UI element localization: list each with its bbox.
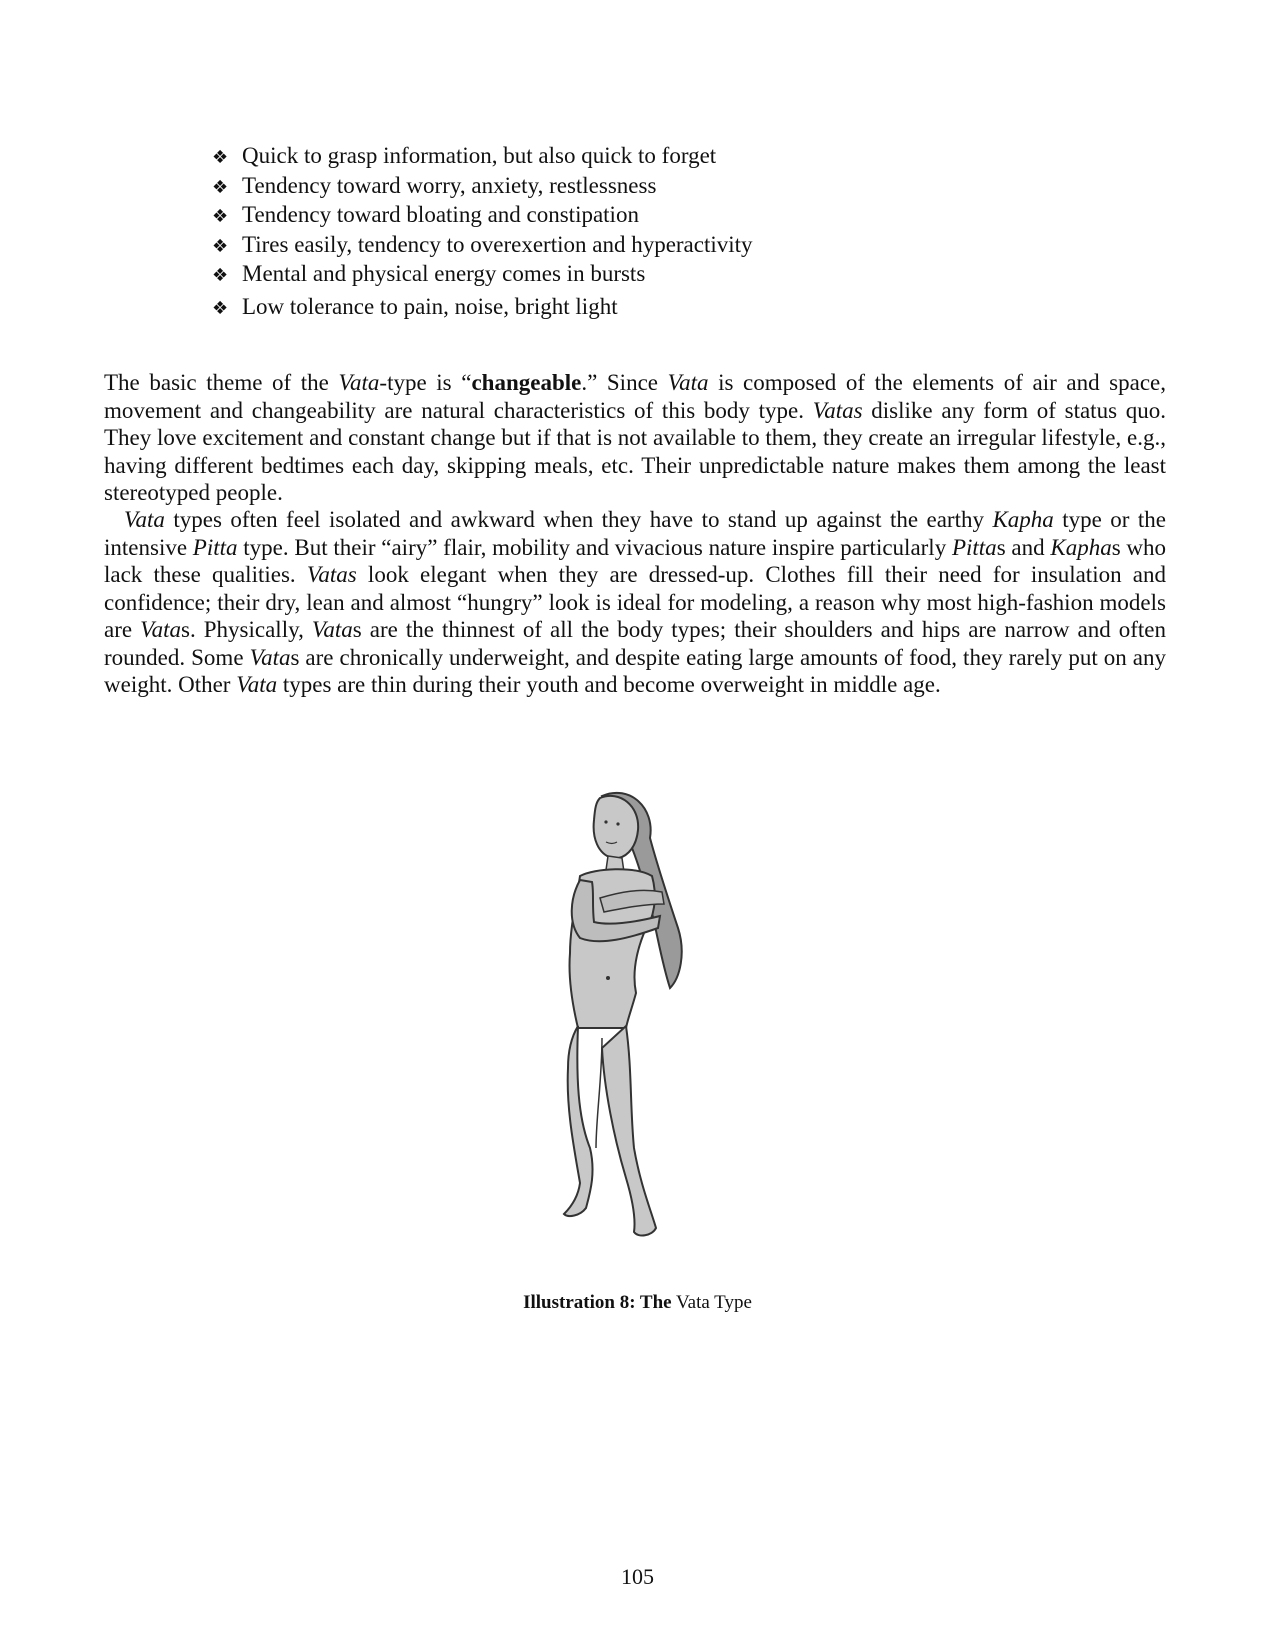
text-run: types are thin during their youth and become overweight in middle age. [277,672,941,697]
text-run: s are the thinnest of all the body types; their shoulders and hips are narrow and often rounded. Some [104,617,1166,670]
list-item [212,260,753,290]
paragraph-vata-physical [104,506,1166,699]
bullet-list [212,142,753,322]
text-run: s. Physically, [181,617,312,642]
figure-leg-gap [596,1038,602,1148]
diamond-bullet-icon: ❖ [212,265,229,286]
bullet-text: Tendency toward bloating and constipation [242,202,639,227]
italic-term: Vata [338,370,380,395]
text-run: s are chronically underweight, and despite eating large amounts of food, they rarely put on any weight. Other [104,644,1166,697]
italic-term: Vata [236,672,278,697]
text-run: dislike any form of status quo. They love excitement and constant change but if that is not available to them, they create an irregular lifestyle, e.g., having different bedtimes each day, skipping meals, etc. Their unpredictable nature makes them among the least stereotyped people. [104,397,1166,505]
list-item [212,142,753,172]
figure-head [594,796,639,858]
italic-term: Vata [249,644,291,670]
bullet-text: Tires easily, tendency to overexertion and hyperactivity [242,231,753,257]
figure-navel [606,976,610,980]
italic-term: Vatas [812,397,863,423]
figure-eye [616,822,619,825]
figure-caption [0,1292,1275,1314]
bullet-text: Mental and physical energy comes in bursts [242,261,646,286]
text-run: The basic theme of the [104,370,339,395]
list-item [212,172,753,202]
text-run: look elegant when they are dressed-up. Clothes fill their need for insulation and confidence; their dry, lean and almost “hungry” look is ideal for modeling, a reason why most high-fashion models are [104,562,1166,642]
italic-term: Kapha [1050,534,1112,560]
figure-left-leg [564,1026,593,1216]
italic-term: Kapha [992,507,1054,532]
text-run: type. But their “airy” flair, mobility and vivacious nature inspire particularly [237,534,952,560]
list-item [212,293,753,323]
caption-text: Vata Type [671,1292,752,1313]
text-run: s who lack these qualities. [104,534,1167,587]
text-run: is composed of the elements of air and space, movement and changeability are natural characteristics of this body type. [104,370,1167,423]
bullet-text: Tendency toward worry, anxiety, restlessness [242,172,657,198]
diamond-bullet-icon: ❖ [212,147,229,168]
italic-term: Vata [124,507,165,532]
text-run: .” Since [581,370,668,395]
diamond-bullet-icon: ❖ [212,297,229,319]
italic-term: Vatas [306,562,357,587]
italic-term: Vata [140,617,182,642]
list-item [212,231,753,261]
figure-right-leg [602,1026,656,1235]
diamond-bullet-icon: ❖ [212,176,229,198]
bullet-text: Low tolerance to pain, noise, bright light [242,293,618,319]
diamond-bullet-icon: ❖ [212,235,229,257]
paragraph-vata-theme [104,369,1166,507]
italic-term: Pitta [192,534,238,560]
text-run: s and [996,534,1051,560]
bold-term: changeable [471,370,582,395]
text-run: types often feel isolated and awkward when they have to stand up against the earthy [164,507,993,532]
bullet-text: Quick to grasp information, but also quick to forget [242,143,717,168]
page-number: 105 [621,1564,654,1589]
text-run: type or the intensive [104,507,1166,560]
text-run: -type is “ [379,370,472,395]
italic-term: Pitta [951,534,997,560]
italic-term: Vata [667,370,709,395]
list-item [212,201,753,231]
figure-eye [604,820,607,823]
diamond-bullet-icon: ❖ [212,206,229,227]
caption-label: Illustration 8: The [523,1292,672,1313]
italic-term: Vata [311,617,353,642]
vata-figure-illustration [540,788,740,1248]
